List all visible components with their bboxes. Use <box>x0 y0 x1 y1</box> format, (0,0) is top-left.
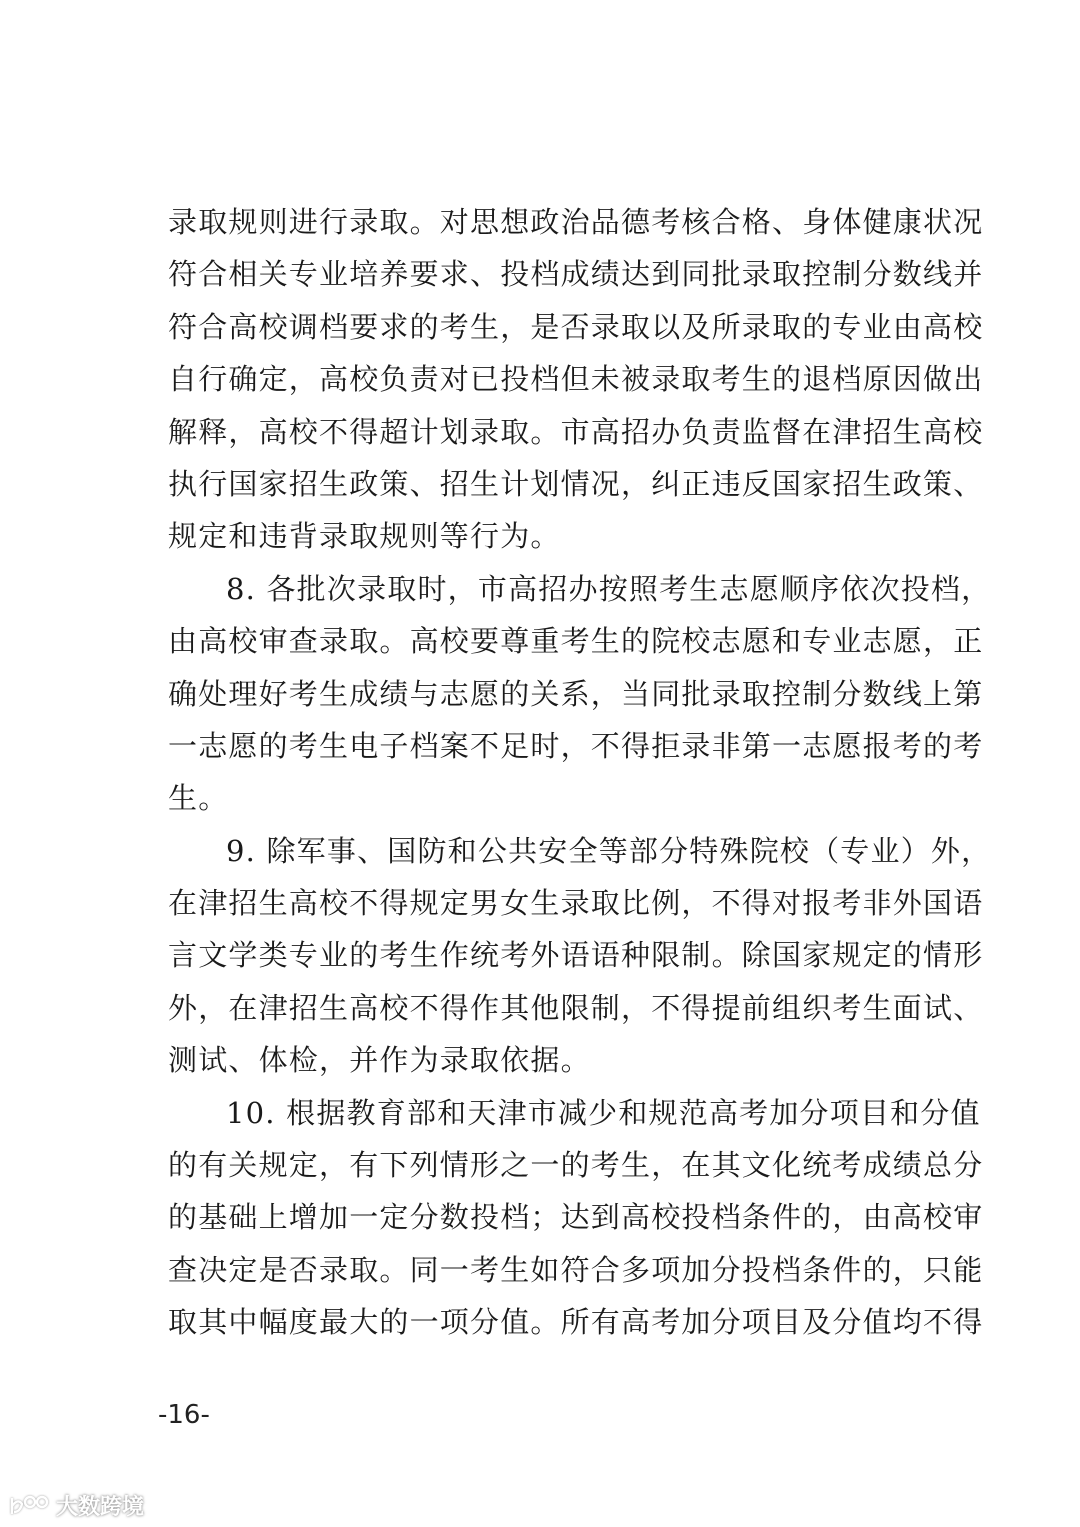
text-line: 生。 <box>168 781 229 816</box>
text-line: 自行确定，高校负责对已投档但未被录取考生的退档原因做出 <box>168 362 984 397</box>
paragraph-10-first-line: 10. 根据教育部和天津市减少和规范高考加分项目和分值 <box>226 1095 981 1130</box>
text-line: 录取规则进行录取。对思想政治品德考核合格、身体健康状况 <box>168 205 984 239</box>
text-line: 的有关规定，有下列情形之一的考生，在其文化统考成绩总分 <box>168 1148 984 1183</box>
paragraph-8-first-line: 8. 各批次录取时，市高招办按照考生志愿顺序依次投档， <box>226 571 992 606</box>
text-line: 符合相关专业培养要求、投档成绩达到同批录取控制分数线并 <box>168 257 984 292</box>
text-line: 在津招生高校不得规定男女生录取比例，不得对报考非外国语 <box>168 886 984 921</box>
text-line: 符合高校调档要求的考生，是否录取以及所录取的专业由高校 <box>168 309 984 344</box>
watermark <box>8 1490 144 1521</box>
watermark-text: 大数跨境 <box>56 1495 145 1520</box>
paragraph-9-first-line: 9. 除军事、国防和公共安全等部分特殊院校（专业）外， <box>226 833 992 868</box>
page-number: -16- <box>158 1400 210 1430</box>
text-line: 取其中幅度最大的一项分值。所有高考加分项目及分值均不得 <box>168 1305 984 1340</box>
text-line: 执行国家招生政策、招生计划情况，纠正违反国家招生政策、 <box>168 466 984 501</box>
text-line: 确处理好考生成绩与志愿的关系，当同批录取控制分数线上第 <box>168 676 984 711</box>
text-line: 一志愿的考生电子档案不足时，不得拒录非第一志愿报考的考 <box>168 728 984 763</box>
text-line: 外，在津招生高校不得作其他限制，不得提前组织考生面试、 <box>168 990 984 1025</box>
text-line: 由高校审查录取。高校要尊重考生的院校志愿和专业志愿，正 <box>168 624 984 659</box>
text-line: 解释，高校不得超计划录取。市高招办负责监督在津招生高校 <box>168 414 984 449</box>
brand-logo-icon <box>8 1494 50 1518</box>
text-line: 的基础上增加一定分数投档；达到高校投档条件的，由高校审 <box>168 1200 984 1235</box>
text-line: 言文学类专业的考生作统考外语语种限制。除国家规定的情形 <box>168 938 984 973</box>
text-line: 查决定是否录取。同一考生如符合多项加分投档条件的，只能 <box>168 1252 984 1287</box>
document-body <box>168 196 992 1349</box>
text-line: 测试、体检，并作为录取依据。 <box>168 1043 591 1078</box>
text-line: 规定和违背录取规则等行为。 <box>168 519 561 554</box>
